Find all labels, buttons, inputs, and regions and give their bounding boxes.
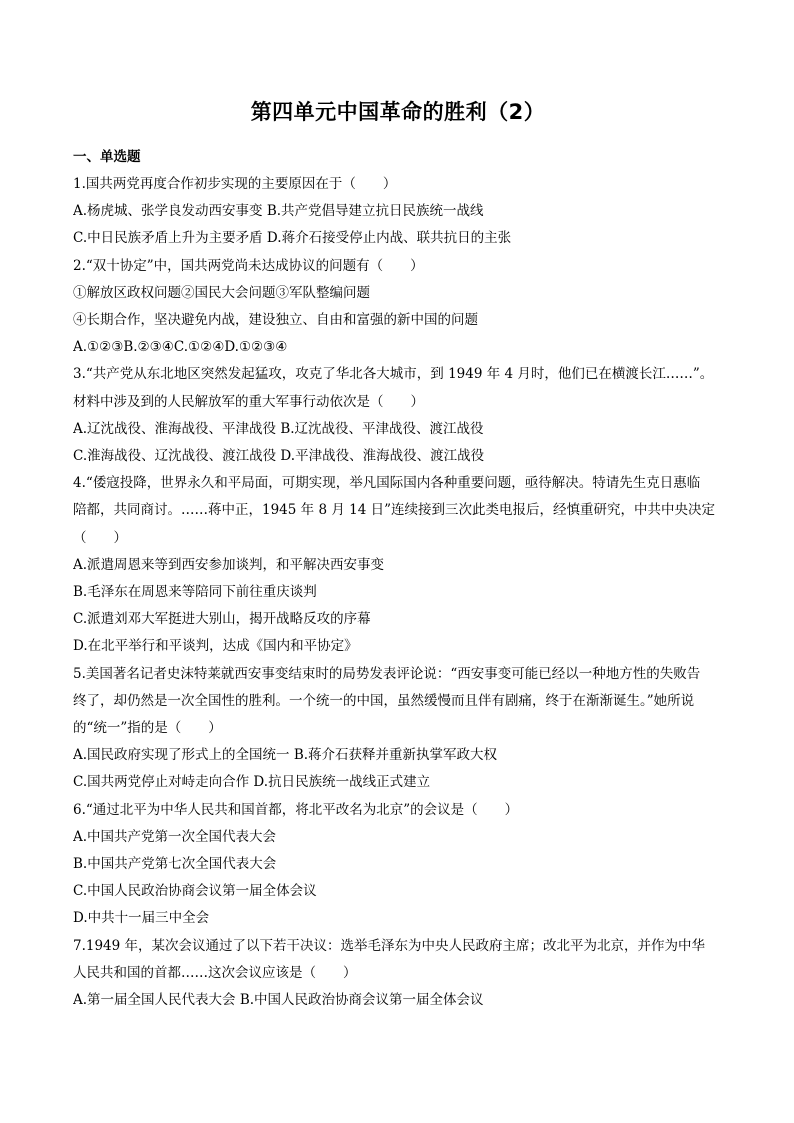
question-line: D.中共十一届三中全会 <box>73 910 210 927</box>
question-line: 终了，却仍然是一次全国性的胜利。一个统一的中国，虽然缓慢而且伴有剧痛，终于在渐渐诞生。”她所说 <box>73 692 695 709</box>
question-line: 4.“倭寇投降，世界永久和平局面，可期实现，举凡国际国内各种重要问题，亟待解决。特请先生克日惠临 <box>73 475 701 492</box>
question-line: C.淮海战役、辽沈战役、渡江战役 D.平津战役、淮海战役、渡江战役 <box>73 448 485 465</box>
question-list <box>73 171 723 1014</box>
question-line: D.在北平举行和平谈判，达成《国内和平协定》 <box>73 638 358 655</box>
question-line: ④长期合作，坚决避免内战，建设独立、自由和富强的新中国的问题 <box>73 312 478 329</box>
question-line: C.派遣刘邓大军挺进大别山，揭开战略反攻的序幕 <box>73 611 371 628</box>
question-line: A.派遣周恩来等到西安参加谈判，和平解决西安事变 <box>73 556 385 573</box>
question-line: 陪都，共同商讨。……蒋中正，1945 年 8 月 14 日”连续接到三次此类电报后，经慎重研究，中共中央决定 <box>73 502 715 519</box>
question-line: A.中国共产党第一次全国代表大会 <box>73 828 277 845</box>
question-line: （ ） <box>73 529 127 546</box>
question-line: ①解放区政权问题②国民大会问题③军队整编问题 <box>73 284 370 301</box>
question-line: B.毛泽东在周恩来等陪同下前往重庆谈判 <box>73 584 317 601</box>
question-line: C.中国人民政治协商会议第一届全体会议 <box>73 883 317 900</box>
section-heading: 一、单选题 <box>73 149 141 165</box>
question-line: C.中日民族矛盾上升为主要矛盾 D.蒋介石接受停止内战、联共抗日的主张 <box>73 230 512 247</box>
page-title: 第四单元中国革命的胜利（2） <box>250 100 546 124</box>
question-line: 材料中涉及到的人民解放军的重大军事行动依次是（ ） <box>73 393 424 410</box>
question-line: A.第一届全国人民代表大会 B.中国人民政治协商会议第一届全体会议 <box>73 992 484 1009</box>
question-line: A.①②③B.②③④C.①②④D.①②③④ <box>73 339 288 356</box>
question-line: 7.1949 年，某次会议通过了以下若干决议：选举毛泽东为中央人民政府主席；改北平为北京，并作为中华 <box>73 937 706 954</box>
question-line: 1.国共两党再度合作初步实现的主要原因在于（ ） <box>73 176 397 192</box>
question-line: 5.美国著名记者史沫特莱就西安事变结束时的局势发表评论说：“西安事变可能已经以一种地方性的失败告 <box>73 665 701 682</box>
question-line: 的“统一”指的是（ ） <box>73 720 222 737</box>
question-line: A.杨虎城、张学良发动西安事变 B.共产党倡导建立抗日民族统一战线 <box>73 203 484 220</box>
question-line: 人民共和国的首都……这次会议应该是（ ） <box>73 964 357 981</box>
question-line: 2.“双十协定”中，国共两党尚未达成协议的问题有（ ） <box>73 257 424 274</box>
question-line: 3.“共产党从东北地区突然发起猛攻，攻克了华北各大城市，到 1949 年 4 月时，他们已在横渡长江……”。 <box>73 366 714 383</box>
document-page <box>73 98 723 1014</box>
question-line: A.国民政府实现了形式上的全国统一 B.蒋介石获释并重新执掌军政大权 <box>73 747 498 764</box>
question-line: A.辽沈战役、淮海战役、平津战役 B.辽沈战役、平津战役、渡江战役 <box>73 420 484 437</box>
question-line: C.国共两党停止对峙走向合作 D.抗日民族统一战线正式建立 <box>73 774 431 791</box>
question-line: 6.“通过北平为中华人民共和国首都，将北平改名为北京”的会议是（ ） <box>73 801 519 818</box>
question-line: B.中国共产党第七次全国代表大会 <box>73 856 277 873</box>
